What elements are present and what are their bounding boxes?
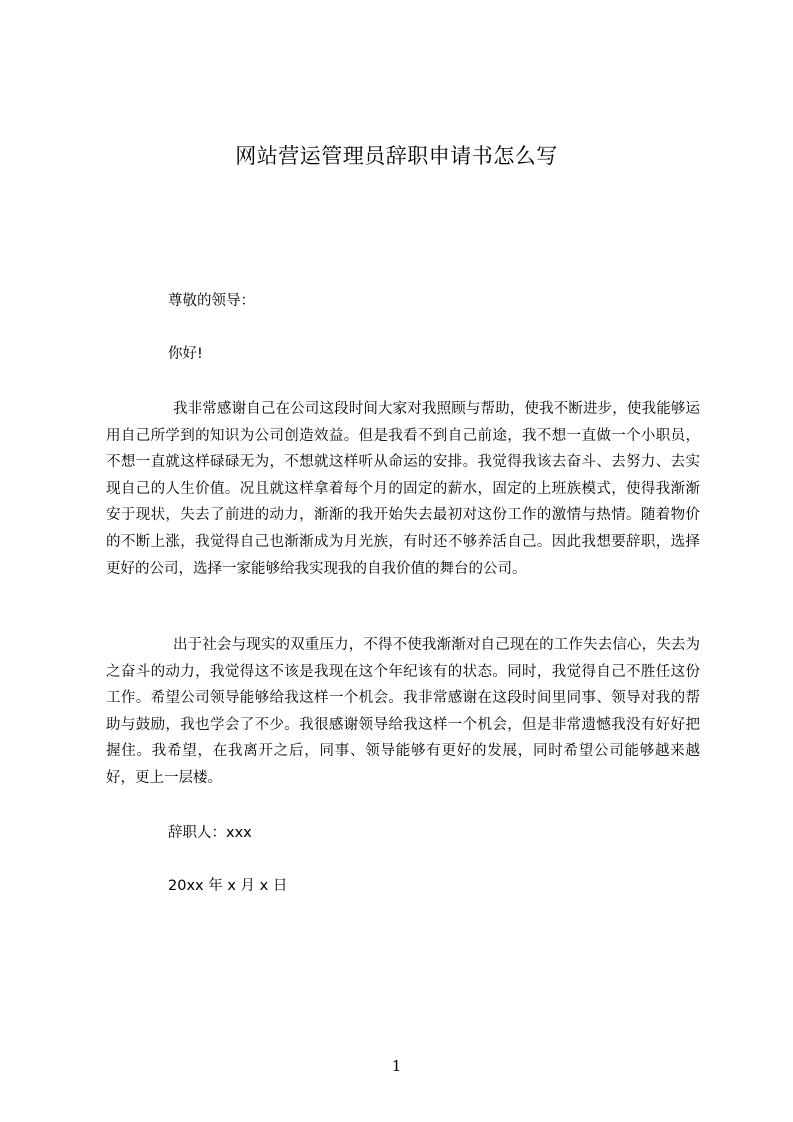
signer-line: 辞职人：xxx: [168, 825, 252, 841]
body-paragraph-1: 我非常感谢自己在公司这段时间大家对我照顾与帮助，使我不断进步，使我能够运用自己所学到的知识为公司创造效益。但是我看不到自己前途，我不想一直做一个小职员，不想一直就这样碌碌无为，不想就这样听从命运的安排。我觉得我该去奋斗、去努力、去实现自己的人生价值。况且就这样拿着每个月的固定的薪水，固定的上班族模式，使得我渐渐安于现状，失去了前进的动力，渐渐的我开始失去最初对这份工作的激情与热情。随着物价的不断上涨，我觉得自己也渐渐成为月光族，有时还不够养活自己。因此我想要辞职，选择更好的公司，选择一家能够给我实现我的自我价值的舞台的公司。: [106, 401, 700, 577]
page-number: 1: [391, 1057, 402, 1075]
greeting: 你好!: [168, 346, 203, 362]
salutation: 尊敬的领导：: [168, 293, 255, 309]
date-line: 20xx 年 x 月 x 日: [168, 878, 288, 894]
body-paragraph-2: 出于社会与现实的双重压力，不得不使我渐渐对自己现在的工作失去信心，失去为之奋斗的动力，我觉得这不该是我现在这个年纪该有的状态。同时，我觉得自己不胜任这份工作。希望公司领导能够给我这样一个机会。我非常感谢在这段时间里同事、领导对我的帮助与鼓励，我也学会了不少。我很感谢领导给我这样一个机会，但是非常遗憾我没有好好把握住。我希望，在我离开之后，同事、领导能够有更好的发展，同时希望公司能够越来越好，更上一层楼。: [106, 637, 700, 786]
document-title: 网站营运管理员辞职申请书怎么写: [235, 144, 558, 168]
